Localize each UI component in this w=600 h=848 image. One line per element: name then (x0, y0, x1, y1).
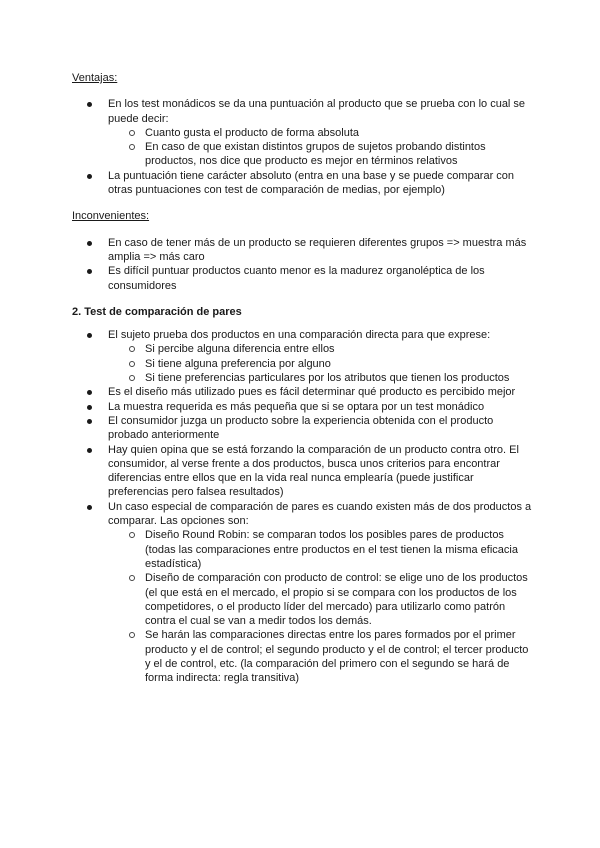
list-item (72, 236, 534, 265)
sub-list-item (108, 628, 534, 685)
list-item-text: El consumidor juzga un producto sobre la experiencia obtenida con el producto probado anteriormente (108, 414, 494, 442)
list-item-text: El sujeto prueba dos productos en una comparación directa para que exprese: (108, 329, 491, 342)
ventajas-heading: Ventajas: (72, 72, 118, 84)
sub-list (108, 528, 534, 685)
list-item (72, 328, 534, 385)
sub-list (108, 126, 534, 169)
hollow-bullet-icon (129, 130, 135, 136)
list-item-text: Es difícil puntuar productos cuanto menor es la madurez organoléptica de los consumidores (108, 265, 485, 292)
hollow-bullet-icon (129, 575, 135, 581)
sub-list-item (108, 140, 534, 169)
list-item-text: Hay quien opina que se está forzando la comparación de un producto contra otro. El consumidor, al verse frente a dos productos, busca unos criterios para encontrar diferencias entre ellos que en la vida real nunca emplearía (puede justificar preferencias pero falsea resultados) (108, 443, 519, 499)
inconvenientes-heading: Inconvenientes: (72, 210, 150, 223)
list-item-text: En los test monádicos se da una puntuación al producto que se prueba con lo cual se puede decir: (108, 98, 526, 125)
hollow-bullet-icon (129, 375, 135, 381)
bullet-icon (87, 174, 92, 179)
hollow-bullet-icon (129, 632, 135, 638)
sub-item-text: Si percibe alguna diferencia entre ellos (145, 343, 335, 356)
section-2-heading: 2. Test de comparación de pares (72, 305, 242, 318)
bullet-icon (87, 390, 92, 395)
sub-item-text: Diseño de comparación con producto de control: se elige uno de los productos (el que está en el mercado, el propio si se compara con los productos de los competidores, o el producto líder del mercado) para utilizarlo como patrón contra el cual se van a medir todos los demás. (145, 572, 528, 628)
document-page (72, 71, 534, 698)
hollow-bullet-icon (129, 144, 135, 150)
bullet-icon (87, 505, 92, 510)
sub-item-text: Diseño Round Robin: se comparan todos los posibles pares de productos (todas las comparaciones entre productos en el test tienen la misma eficacia estadística) (145, 529, 518, 570)
sub-list-item (108, 371, 534, 385)
list-item-text: Es el diseño más utilizado pues es fácil determinar qué producto es percibido mejor (108, 386, 516, 399)
list-item-text: La muestra requerida es más pequeña que si se optara por un test monádico (108, 400, 485, 413)
list-item (72, 169, 534, 198)
list-item (72, 414, 534, 443)
sub-list-item (108, 571, 534, 628)
sub-list-item (108, 357, 534, 371)
list-item (72, 264, 534, 293)
bullet-icon (87, 102, 92, 107)
bullet-icon (87, 241, 92, 246)
sub-list (108, 342, 534, 385)
bullet-icon (87, 405, 92, 410)
list-item (72, 500, 534, 686)
hollow-bullet-icon (129, 361, 135, 367)
bullet-icon (87, 419, 92, 424)
list-item-text: La puntuación tiene carácter absoluto (entra en una base y se puede comparar con otras puntuaciones con test de comparación de medias, por ejemplo) (108, 169, 515, 197)
bullet-icon (87, 269, 92, 274)
hollow-bullet-icon (129, 346, 135, 352)
ventajas-list (72, 97, 534, 197)
sub-item-text: Si tiene alguna preferencia por alguno (145, 357, 331, 370)
list-item (72, 97, 534, 168)
sub-list-item (108, 528, 534, 571)
sub-item-text: Si tiene preferencias particulares por los atributos que tienen los productos (145, 372, 510, 385)
bullet-icon (87, 333, 92, 338)
sub-item-text: Cuanto gusta el producto de forma absoluta (145, 126, 360, 139)
list-item (72, 385, 534, 399)
list-item (72, 400, 534, 414)
bullet-icon (87, 448, 92, 453)
inconvenientes-list (72, 236, 534, 293)
list-item (72, 443, 534, 500)
section-2-list (72, 328, 534, 685)
hollow-bullet-icon (129, 532, 135, 538)
sub-item-text: Se harán las comparaciones directas entre los pares formados por el primer producto y el de control; el segundo producto y el de control; el tercer producto y el de control, etc. (la comparación del primero con el segundo se hará de forma indirecta: regla transitiva) (145, 629, 529, 685)
list-item-text: En caso de tener más de un producto se requieren diferentes grupos => muestra más amplia => más caro (108, 236, 527, 263)
sub-item-text: En caso de que existan distintos grupos de sujetos probando distintos productos, nos dice que producto es mejor en términos relativos (145, 141, 486, 168)
list-item-text: Un caso especial de comparación de pares es cuando existen más de dos productos a comparar. Las opciones son: (108, 500, 532, 528)
sub-list-item (108, 126, 534, 140)
sub-list-item (108, 342, 534, 356)
